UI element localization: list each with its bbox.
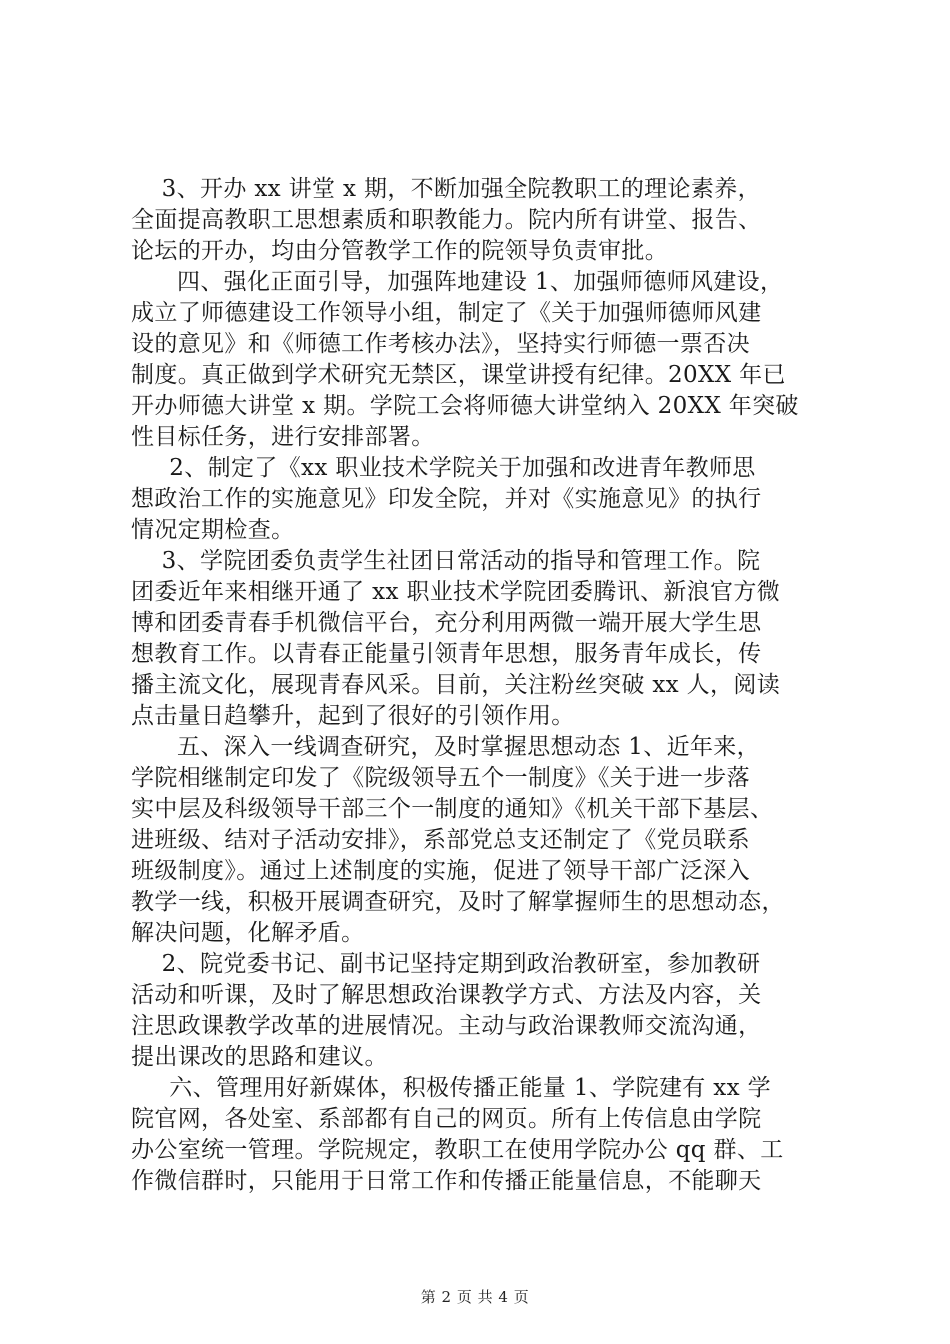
text-line: 进班级、结对子活动安排》，系部党总支还制定了《党员联系: [131, 827, 750, 853]
text-line: 班级制度》。通过上述制度的实施，促进了领导干部广泛深入: [131, 858, 750, 884]
text-line: 性目标任务，进行安排部署。: [131, 424, 435, 450]
text-line: 情况定期检查。: [131, 517, 295, 543]
text-line: 2、院党委书记、副书记坚持定期到政治教研室，参加教研: [131, 951, 761, 977]
text-line: 教学一线，积极开展调查研究，及时了解掌握师生的思想动态，: [131, 889, 785, 915]
text-line: 点击量日趋攀升，起到了很好的引领作用。: [131, 703, 575, 729]
text-line: 博和团委青春手机微信平台，充分利用两微一端开展大学生思: [131, 610, 762, 636]
text-line: 注思政课教学改革的进展情况。主动与政治课教师交流沟通，: [131, 1013, 762, 1039]
text-line: 开办师德大讲堂 x 期。学院工会将师德大讲堂纳入 20XX 年突破: [131, 393, 799, 419]
text-line: 六、管理用好新媒体，积极传播正能量 1、学院建有 xx 学: [131, 1075, 771, 1101]
text-line: 论坛的开办，均由分管教学工作的院领导负责审批。: [131, 238, 669, 264]
text-line: 作微信群时，只能用于日常工作和传播正能量信息，不能聊天: [131, 1168, 762, 1194]
text-line: 3、学院团委负责学生社团日常活动的指导和管理工作。院: [131, 548, 761, 574]
text-line: 解决问题，化解矛盾。: [131, 920, 365, 946]
text-line: 提出课改的思路和建议。: [131, 1044, 388, 1070]
text-line: 想教育工作。以青春正能量引领青年思想，服务青年成长，传: [131, 641, 762, 667]
text-line: 四、强化正面引导，加强阵地建设 1、加强师德师风建设，: [131, 269, 784, 295]
text-line: 学院相继制定印发了《院级领导五个一制度》《关于进一步落: [131, 765, 750, 791]
text-line: 办公室统一管理。学院规定，教职工在使用学院办公 qq 群、工: [131, 1137, 784, 1163]
text-line: 全面提高教职工思想素质和职教能力。院内所有讲堂、报告、: [131, 207, 762, 233]
body-text: [131, 174, 843, 1197]
text-line: 想政治工作的实施意见》印发全院，并对《实施意见》的执行: [131, 486, 762, 512]
text-line: 五、深入一线调查研究，及时掌握思想动态 1、近年来，: [131, 734, 761, 760]
text-line: 活动和听课，及时了解思想政治课教学方式、方法及内容，关: [131, 982, 762, 1008]
text-line: 2、制定了《xx 职业技术学院关于加强和改进青年教师思: [131, 455, 756, 481]
text-line: 播主流文化，展现青春风采。目前，关注粉丝突破 xx 人，阅读: [131, 672, 781, 698]
page-number-footer: 第 2 页 共 4 页: [420, 1288, 530, 1306]
text-line: 成立了师德建设工作领导小组，制定了《关于加强师德师风建: [131, 300, 762, 326]
text-line: 设的意见》和《师德工作考核办法》，坚持实行师德一票否决: [131, 331, 750, 357]
text-line: 制度。真正做到学术研究无禁区，课堂讲授有纪律。20XX 年已: [131, 362, 786, 388]
text-line: 团委近年来相继开通了 xx 职业技术学院团委腾讯、新浪官方微: [131, 579, 781, 605]
text-line: 院官网，各处室、系部都有自己的网页。所有上传信息由学院: [131, 1106, 762, 1132]
text-line: 3、开办 xx 讲堂 x 期，不断加强全院教职工的理论素养，: [131, 176, 761, 202]
text-line: 实中层及科级领导干部三个一制度的通知》《机关干部下基层、: [131, 796, 774, 822]
